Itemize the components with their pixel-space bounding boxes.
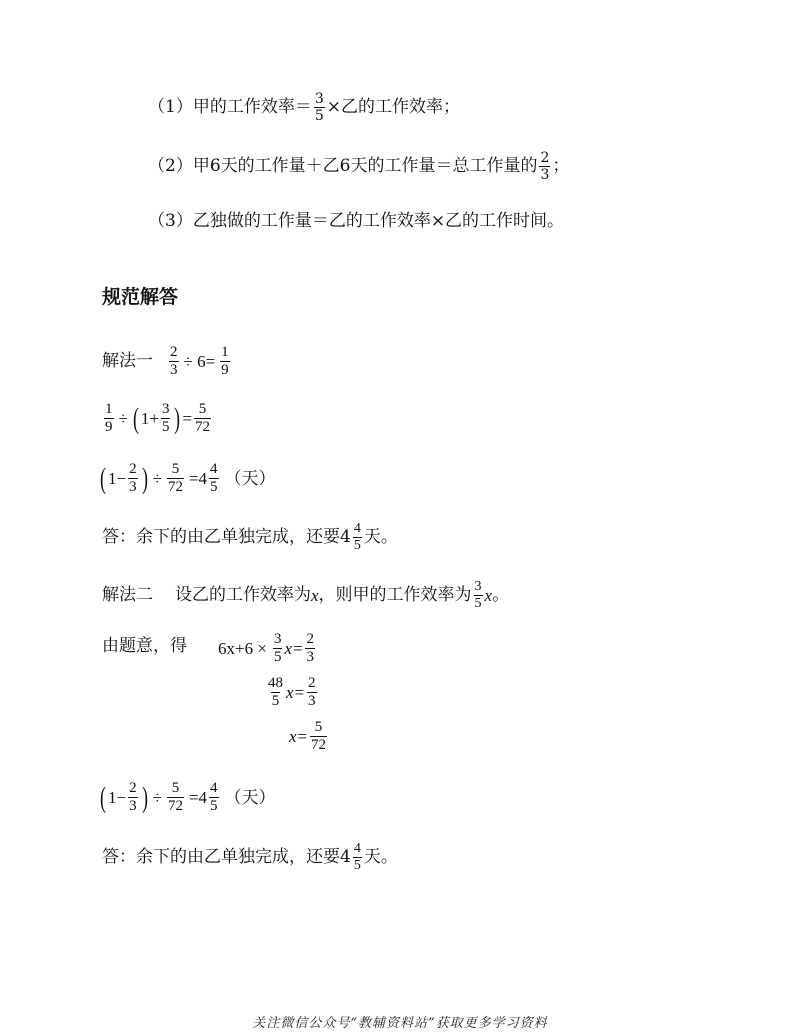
operator: ÷ 6=	[183, 352, 216, 371]
expr-text: =4	[188, 469, 208, 488]
expr-text: 1+	[140, 409, 159, 428]
fraction: $\frac{2}{3}$	[306, 631, 314, 665]
left-paren-icon: (	[100, 461, 106, 495]
fraction: $\frac{3}{5}$	[161, 401, 170, 435]
fraction: $\frac{5}{72}$	[195, 401, 211, 435]
variable: x	[484, 586, 493, 605]
expr-text: 1−	[108, 469, 127, 488]
method2-eq2	[265, 676, 319, 709]
fraction: $\frac{5}{72}$	[167, 461, 183, 495]
left-paren-icon: (	[132, 401, 139, 435]
right-paren-icon: )	[141, 780, 148, 814]
fraction: $\frac{5}{72}$	[167, 780, 183, 814]
method2-eq3	[289, 720, 329, 753]
fraction: $\frac{3}{5}$	[474, 579, 482, 611]
method2-answer	[102, 842, 398, 873]
left-paren-icon: (	[100, 780, 106, 814]
method1-answer	[102, 522, 398, 553]
expr-text: 6x+6 ×	[218, 639, 267, 658]
answer-text: 答：余下的由乙单独完成，还要4	[102, 847, 351, 867]
fraction: $\frac{5}{72}$	[311, 719, 327, 753]
fraction: $\frac{3}{5}$	[314, 91, 324, 124]
hint-text: （1）甲的工作效率＝	[148, 97, 312, 117]
method-text: 设乙的工作效率为	[175, 585, 311, 605]
operator: ÷	[118, 409, 128, 428]
fraction: $\frac{4}{5}$	[210, 780, 218, 814]
expr-text: 1−	[108, 788, 127, 807]
method2-step	[98, 781, 276, 814]
operator: =	[182, 409, 193, 428]
answer-text: 天。	[363, 527, 398, 547]
method1-step2	[102, 402, 213, 435]
expr-text: x=	[284, 639, 304, 658]
fraction: $\frac{2}{3}$	[540, 150, 550, 183]
fraction: $\frac{2}{3}$	[170, 344, 178, 378]
method2-given	[102, 638, 187, 655]
hint-text: ；	[552, 156, 570, 176]
variable: x	[311, 586, 319, 605]
fraction: $\frac{4}{5}$	[210, 461, 218, 495]
fraction: $\frac{4}{5}$	[353, 841, 361, 873]
section-heading: 规范解答	[102, 286, 179, 308]
operator: ÷	[152, 788, 162, 807]
fraction: $\frac{48}{5}$	[268, 675, 283, 709]
hint-3	[148, 213, 564, 230]
fraction: $\frac{4}{5}$	[353, 521, 361, 553]
method1-step1	[102, 345, 232, 378]
given-text: 由题意，得	[102, 636, 187, 656]
operator: ÷	[152, 469, 162, 488]
method-text: ，则甲的工作效率为	[318, 585, 472, 605]
method-text: 。	[492, 585, 510, 605]
right-paren-icon: )	[141, 461, 148, 495]
hint-text: ×乙的工作效率；	[326, 97, 460, 117]
fraction: $\frac{2}{3}$	[129, 461, 137, 495]
method-label: 解法二	[102, 585, 153, 605]
expr-text: =4	[188, 788, 208, 807]
fraction: $\frac{1}{9}$	[105, 401, 113, 435]
unit-text: （天）	[224, 788, 276, 807]
method-label: 解法一	[102, 351, 153, 371]
fraction: $\frac{2}{3}$	[308, 675, 316, 709]
answer-text: 答：余下的由乙单独完成，还要4	[102, 527, 351, 547]
hint-text: （2）甲6天的工作量＋乙6天的工作量＝总工作量的	[148, 156, 538, 176]
unit-text: （天）	[224, 469, 276, 488]
hint-2	[148, 151, 569, 182]
answer-text: 天。	[363, 847, 398, 867]
right-paren-icon: )	[174, 401, 181, 435]
method1-step3	[98, 462, 276, 495]
method2-intro	[102, 580, 509, 611]
expr-text: x=	[289, 727, 309, 746]
fraction: $\frac{1}{9}$	[221, 344, 229, 378]
expr-text: x=	[286, 683, 306, 702]
fraction: $\frac{2}{3}$	[129, 780, 137, 814]
footer-watermark: 关注微信公众号“教辅资料站”获取更多学习资料	[252, 1016, 548, 1031]
hint-1	[148, 92, 460, 123]
method2-eq1	[218, 632, 317, 665]
fraction: $\frac{3}{5}$	[273, 631, 282, 665]
hint-text: （3）乙独做的工作量＝乙的工作效率×乙的工作时间。	[148, 211, 565, 231]
